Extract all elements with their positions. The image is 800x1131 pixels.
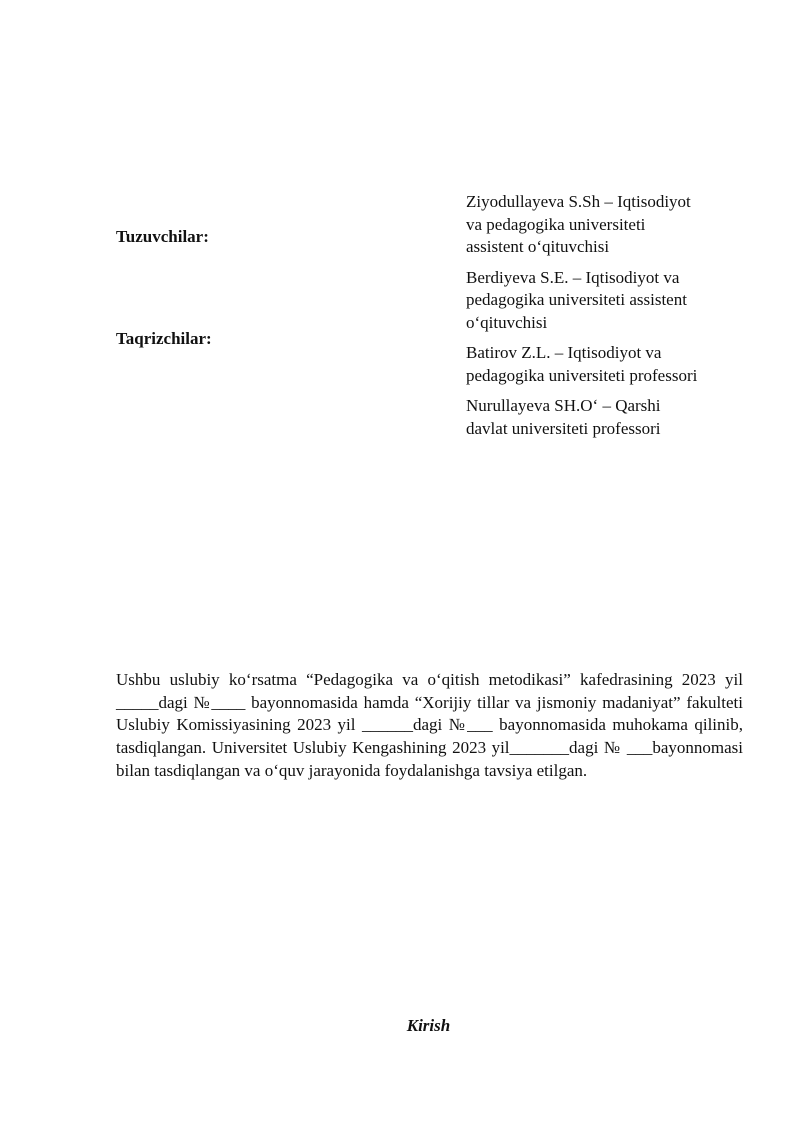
reviewers-label: Taqrizchilar:: [116, 329, 212, 348]
compilers-label: Tuzuvchilar:: [116, 227, 209, 246]
reviewer-entry-2: Nurullayeva SH.O‘ – Qarshi davlat universiteti professori: [466, 396, 661, 438]
author-entry-1: Ziyodullayeva S.Sh – Iqtisodiyot va pedagogika universiteti assistent o‘qituvchisi: [466, 192, 691, 256]
author-entry-2: Berdiyeva S.E. – Iqtisodiyot va pedagogika universiteti assistent o‘qituvchisi: [466, 267, 687, 332]
reviewer-entry-1: Batirov Z.L. – Iqtisodiyot va pedagogika universiteti professori: [466, 343, 698, 385]
authors-list: [466, 191, 766, 448]
approval-paragraph: Ushbu uslubiy ko‘rsatma “Pedagogika va o‘qitish metodikasi” kafedrasining 2023 yil _____dagi №____ bayonnomasida hamda “Xorijiy tillar va jismoniy madaniyat” fakulteti Uslubiy Komissiyasining 2023 yil ______dagi №___ bayonnomasida muhokama qilinib, tasdiqlangan. Universitet Uslubiy Kengashining 2023 yil_______dagi № ___bayonnomasi bilan tasdiqlangan va o‘quv jarayonida foydalanishga tavsiya etilgan.: [116, 670, 743, 780]
section-title: Kirish: [406, 1016, 451, 1035]
